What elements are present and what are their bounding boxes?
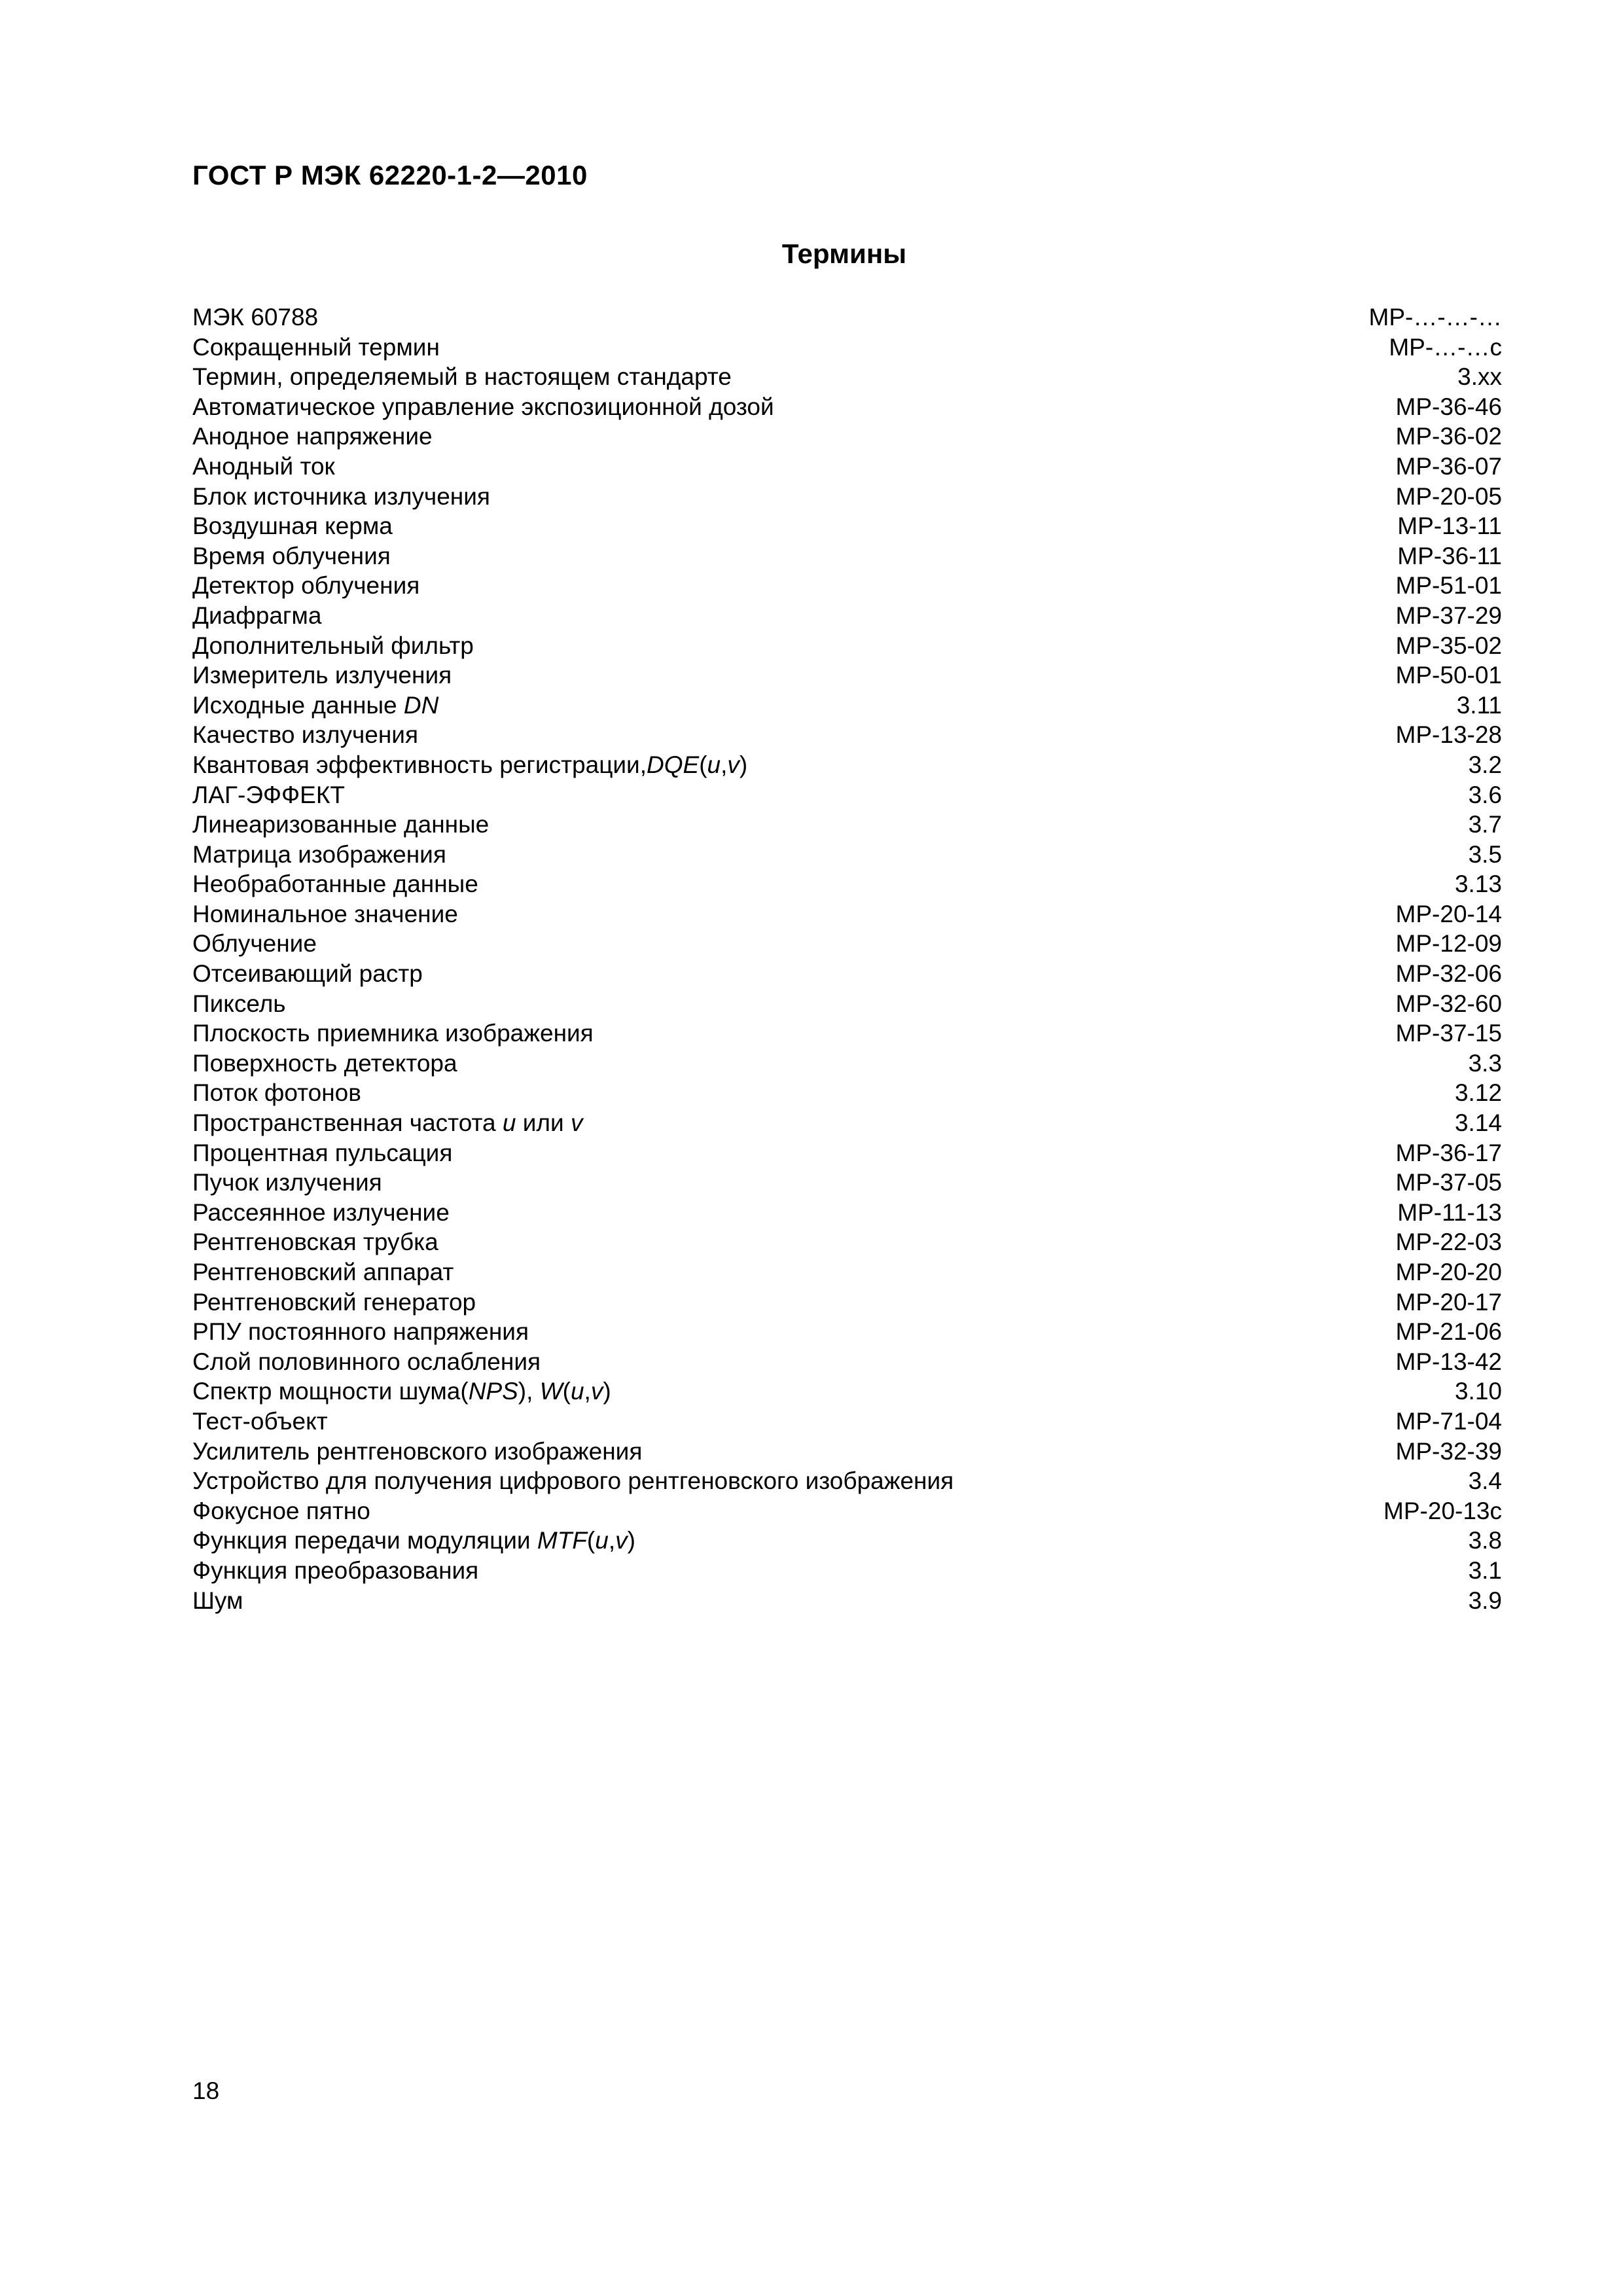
term-row	[192, 1078, 1502, 1108]
term-name: ЛАГ-ЭФФЕКТ	[192, 781, 346, 808]
term-reference: МР-37-05	[1395, 1169, 1502, 1196]
term-row	[192, 810, 1502, 840]
term-row	[192, 1376, 1502, 1407]
term-row	[192, 959, 1502, 989]
term-name: Время облучения	[192, 542, 391, 569]
term-reference: МР-35-02	[1395, 632, 1502, 659]
term-reference: МР-36-02	[1395, 423, 1502, 450]
term-reference: 3.4	[1468, 1467, 1502, 1495]
term-reference: 3.1	[1468, 1556, 1502, 1584]
term-reference: МР-20-20	[1395, 1259, 1502, 1285]
page-number: 18	[192, 2077, 220, 2104]
term-reference: МР-13-11	[1397, 512, 1502, 540]
term-name: Функция передачи модуляции MTF(u,v)	[192, 1527, 635, 1554]
term-reference: 3.10	[1454, 1378, 1502, 1405]
term-name: Квантовая эффективность регистрации,DQE(u,v)	[192, 751, 748, 778]
term-name: Поток фотонов	[192, 1079, 361, 1107]
term-reference: МР-13-42	[1395, 1348, 1502, 1375]
term-name: Рентгеновский аппарат	[192, 1259, 454, 1285]
term-row	[192, 1586, 1502, 1616]
term-reference: 3.2	[1468, 751, 1502, 778]
term-name: Тест-объект	[192, 1407, 328, 1435]
term-name: Матрица изображения	[192, 840, 446, 868]
term-reference: МР-36-11	[1397, 542, 1502, 569]
term-row	[192, 302, 1502, 332]
term-name: Воздушная керма	[192, 512, 393, 540]
term-row	[192, 1287, 1502, 1318]
term-row	[192, 631, 1502, 661]
term-row	[192, 1018, 1502, 1049]
term-name: Пучок излучения	[192, 1169, 382, 1196]
term-row	[192, 691, 1502, 721]
term-row	[192, 1347, 1502, 1377]
term-row	[192, 1466, 1502, 1496]
term-row	[192, 750, 1502, 780]
term-name: Фокусное пятно	[192, 1497, 370, 1524]
term-row	[192, 989, 1502, 1019]
term-reference: 3.хх	[1457, 363, 1502, 391]
term-name: Рентгеновская трубка	[192, 1229, 438, 1256]
term-name: Необработанные данные	[192, 870, 478, 898]
term-row	[192, 1168, 1502, 1198]
term-reference: 3.3	[1468, 1049, 1502, 1077]
term-name: Пространственная частота u или v	[192, 1109, 583, 1137]
term-row	[192, 482, 1502, 512]
term-name: Рассеянное излучение	[192, 1198, 450, 1226]
term-reference: МР-20-17	[1395, 1288, 1502, 1316]
term-name: Номинальное значение	[192, 900, 458, 927]
term-row	[192, 1407, 1502, 1437]
term-name: РПУ постоянного напряжения	[192, 1318, 529, 1346]
term-row	[192, 452, 1502, 482]
term-reference: МР-32-60	[1395, 990, 1502, 1017]
term-row	[192, 332, 1502, 363]
term-name: Анодный ток	[192, 452, 335, 480]
term-name: Сокращенный термин	[192, 333, 440, 361]
term-name: Облучение	[192, 930, 317, 958]
term-reference: МР-36-17	[1395, 1139, 1502, 1166]
term-reference: МР-50-01	[1395, 662, 1502, 689]
term-name: Функция преобразования	[192, 1556, 479, 1584]
term-reference: 3.8	[1468, 1527, 1502, 1554]
term-row	[192, 1257, 1502, 1287]
term-reference: МР-71-04	[1395, 1407, 1502, 1435]
term-reference: 3.7	[1468, 811, 1502, 838]
term-reference: МР-11-13	[1397, 1198, 1502, 1226]
term-name: Процентная пульсация	[192, 1139, 453, 1166]
term-name: Поверхность детектора	[192, 1049, 457, 1077]
term-row	[192, 422, 1502, 452]
term-name: Усилитель рентгеновского изображения	[192, 1437, 643, 1465]
document-header: ГОСТ Р МЭК 62220-1-2—2010	[192, 160, 588, 190]
term-reference: МР-20-14	[1395, 900, 1502, 927]
term-row	[192, 362, 1502, 392]
term-reference: МР-13-28	[1395, 721, 1502, 749]
term-reference: МР-12-09	[1395, 930, 1502, 958]
term-row	[192, 1049, 1502, 1079]
term-reference: МР-…-…с	[1389, 333, 1502, 361]
term-reference: МР-32-39	[1395, 1437, 1502, 1465]
term-name: Шум	[192, 1587, 243, 1614]
terms-list	[192, 302, 1502, 1615]
term-reference: 3.14	[1454, 1109, 1502, 1137]
term-row	[192, 929, 1502, 959]
term-reference: МР-36-46	[1395, 393, 1502, 420]
term-reference: МР-37-29	[1395, 601, 1502, 629]
term-name: Спектр мощности шума(NPS), W(u,v)	[192, 1378, 611, 1405]
term-name: Пиксель	[192, 990, 286, 1017]
term-reference: 3.5	[1468, 840, 1502, 868]
term-row	[192, 899, 1502, 929]
term-reference: 3.11	[1456, 691, 1502, 719]
term-reference: МР-37-15	[1395, 1020, 1502, 1047]
term-name: Блок источника излучения	[192, 482, 490, 510]
term-reference: МР-21-06	[1395, 1318, 1502, 1346]
term-name: Рентгеновский генератор	[192, 1288, 476, 1316]
term-row	[192, 571, 1502, 601]
term-row	[192, 1198, 1502, 1228]
term-row	[192, 720, 1502, 750]
term-reference: 3.13	[1454, 870, 1502, 898]
term-row	[192, 1526, 1502, 1556]
term-row	[192, 869, 1502, 899]
term-reference: МР-22-03	[1395, 1229, 1502, 1256]
term-name: Устройство для получения цифрового рентгеновского изображения	[192, 1467, 954, 1495]
term-row	[192, 1556, 1502, 1586]
term-name: Качество излучения	[192, 721, 419, 749]
term-reference: МР-…-…-…	[1368, 304, 1502, 331]
term-row	[192, 1317, 1502, 1347]
term-name: Диафрагма	[192, 601, 322, 629]
term-row	[192, 601, 1502, 631]
term-row	[192, 780, 1502, 810]
section-title: Термины	[781, 238, 907, 269]
term-row	[192, 660, 1502, 691]
term-name: Автоматическое управление экспозиционной дозой	[192, 393, 774, 420]
term-name: Слой половинного ослабления	[192, 1348, 541, 1375]
term-name: Исходные данные DN	[192, 691, 439, 719]
term-row	[192, 1108, 1502, 1138]
term-row	[192, 511, 1502, 541]
term-row	[192, 392, 1502, 422]
term-name: Детектор облучения	[192, 572, 420, 600]
term-name: Дополнительный фильтр	[192, 632, 474, 659]
term-reference: 3.6	[1468, 781, 1502, 808]
term-name: Измеритель излучения	[192, 662, 452, 689]
term-name: Термин, определяемый в настоящем стандарте	[192, 363, 732, 391]
term-reference: МР-36-07	[1395, 452, 1502, 480]
term-reference: МР-20-13с	[1383, 1497, 1502, 1524]
term-reference: 3.12	[1454, 1079, 1502, 1107]
term-reference: МР-32-06	[1395, 960, 1502, 988]
term-row	[192, 1138, 1502, 1168]
term-reference: МР-51-01	[1395, 572, 1502, 600]
term-row	[192, 541, 1502, 571]
term-name: Анодное напряжение	[192, 423, 433, 450]
term-name: Линеаризованные данные	[192, 811, 490, 838]
term-reference: 3.9	[1468, 1587, 1502, 1614]
term-name: МЭК 60788	[192, 304, 319, 331]
term-reference: МР-20-05	[1395, 482, 1502, 510]
term-row	[192, 1437, 1502, 1467]
term-row	[192, 1227, 1502, 1257]
term-name: Отсеивающий растр	[192, 960, 423, 988]
term-row	[192, 840, 1502, 870]
term-name: Плоскость приемника изображения	[192, 1020, 594, 1047]
term-row	[192, 1496, 1502, 1526]
